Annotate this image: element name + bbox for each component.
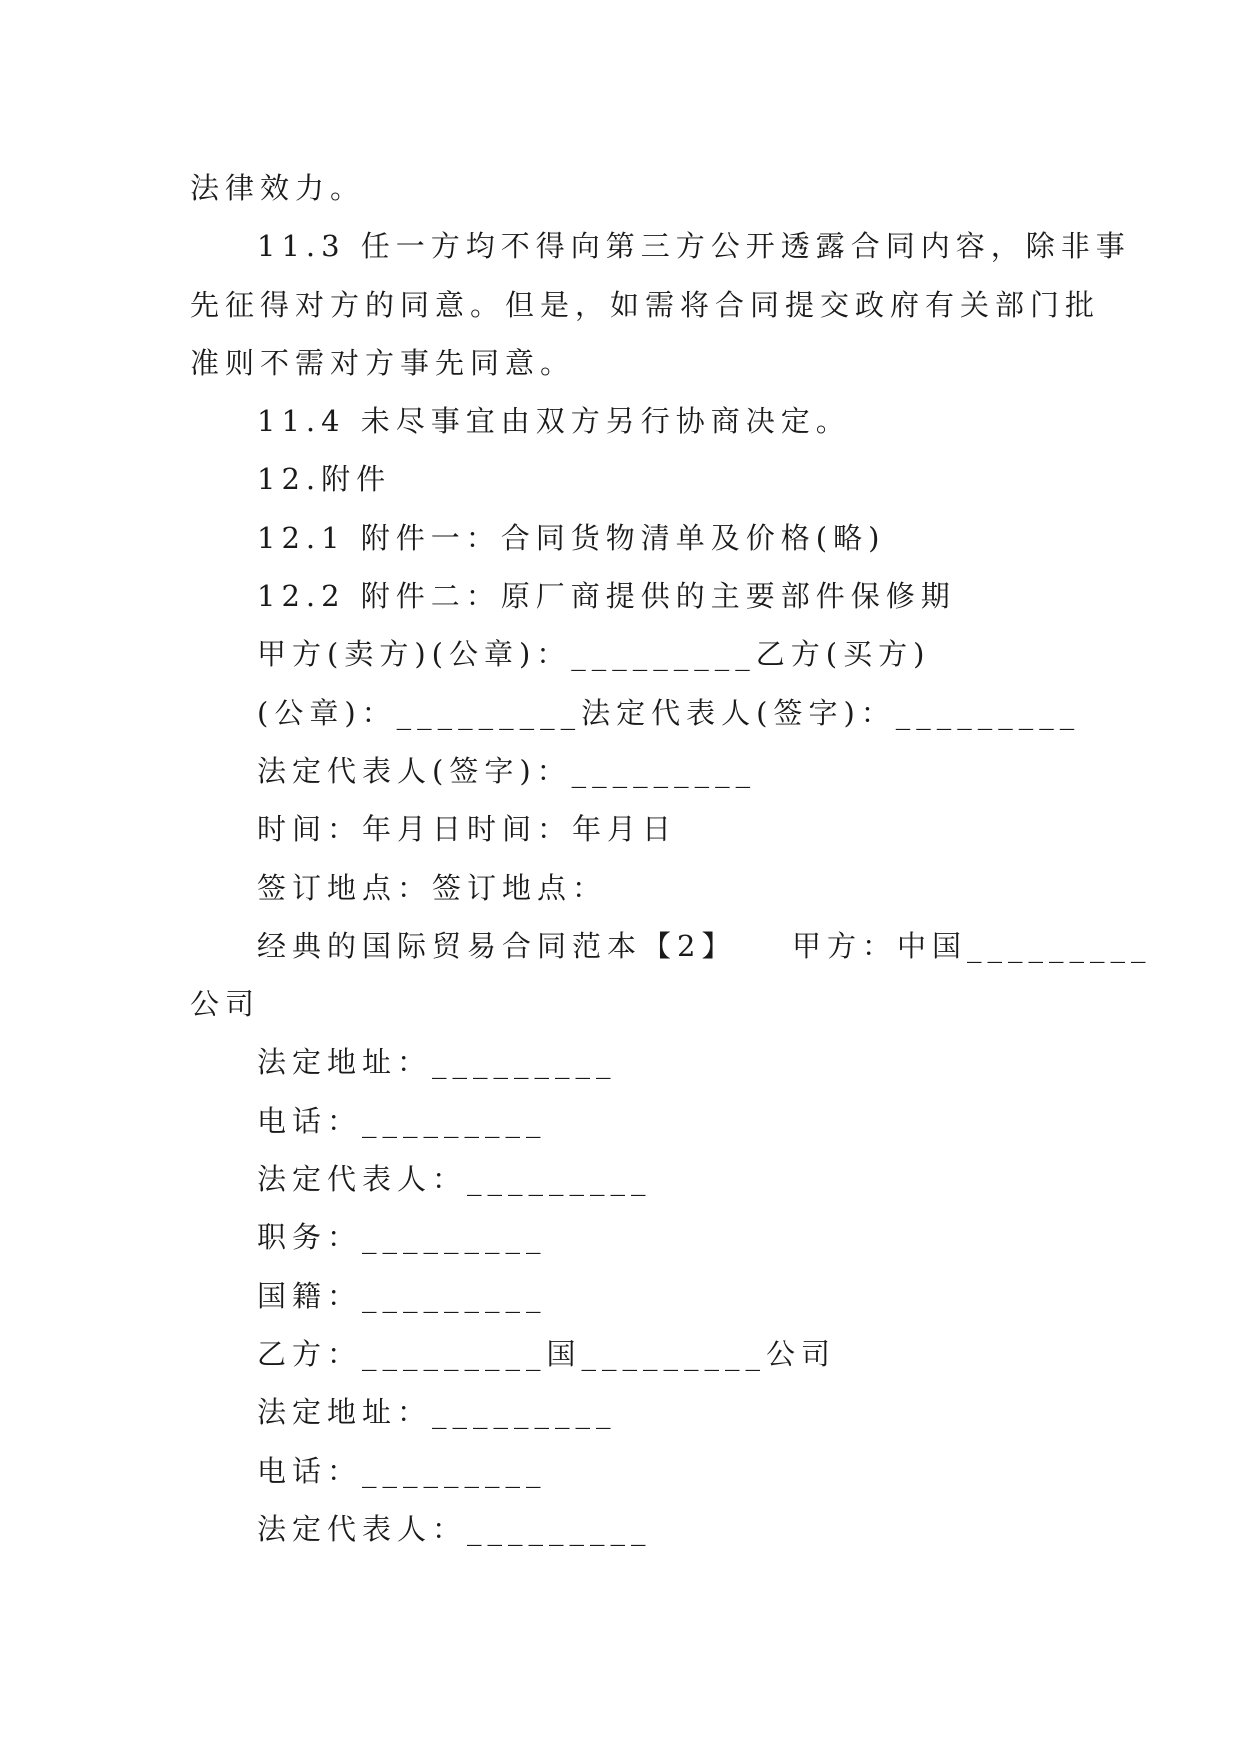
text-line: 甲方(卖方)(公章)：_________乙方(买方) [257,637,931,672]
text-line: 11.4 未尽事宜由双方另行协商决定。 [257,404,851,439]
text-line: 电话：_________ [257,1453,547,1488]
text-line: 11.3 任一方均不得向第三方公开透露合同内容，除非事 [257,229,1131,264]
text-line: 国籍：_________ [257,1278,547,1313]
text-line: 先征得对方的同意。但是，如需将合同提交政府有关部门批 [190,287,1101,322]
text-line: 法定地址：_________ [257,1045,617,1080]
text-line: 职务：_________ [257,1220,547,1255]
text-line: 准则不需对方事先同意。 [190,345,576,380]
text-line: 法定代表人：_________ [257,1162,652,1197]
text-line: 签订地点：签订地点： [257,870,608,905]
document-body [190,159,1152,1558]
text-line: 电话：_________ [257,1103,547,1138]
text-line: 时间：年月日时间：年月日 [257,812,678,847]
text-line: 法定代表人：_________ [257,1511,652,1546]
text-line: 经典的国际贸易合同范本【2】 甲方：中国_________ [257,928,1152,963]
text-line: 法定地址：_________ [257,1395,617,1430]
text-line: 12.2 附件二：原厂商提供的主要部件保修期 [257,579,956,614]
text-line: 法定代表人(签字)：_________ [257,753,757,788]
text-line: 公司 [190,987,261,1022]
text-line: (公章)：_________法定代表人(签字)：_________ [257,695,1081,730]
text-line: 12.附件 [257,462,392,497]
text-line: 法律效力。 [190,171,366,205]
text-line: 乙方：_________国_________公司 [257,1336,837,1371]
text-line: 12.1 附件一：合同货物清单及价格(略) [257,520,886,555]
